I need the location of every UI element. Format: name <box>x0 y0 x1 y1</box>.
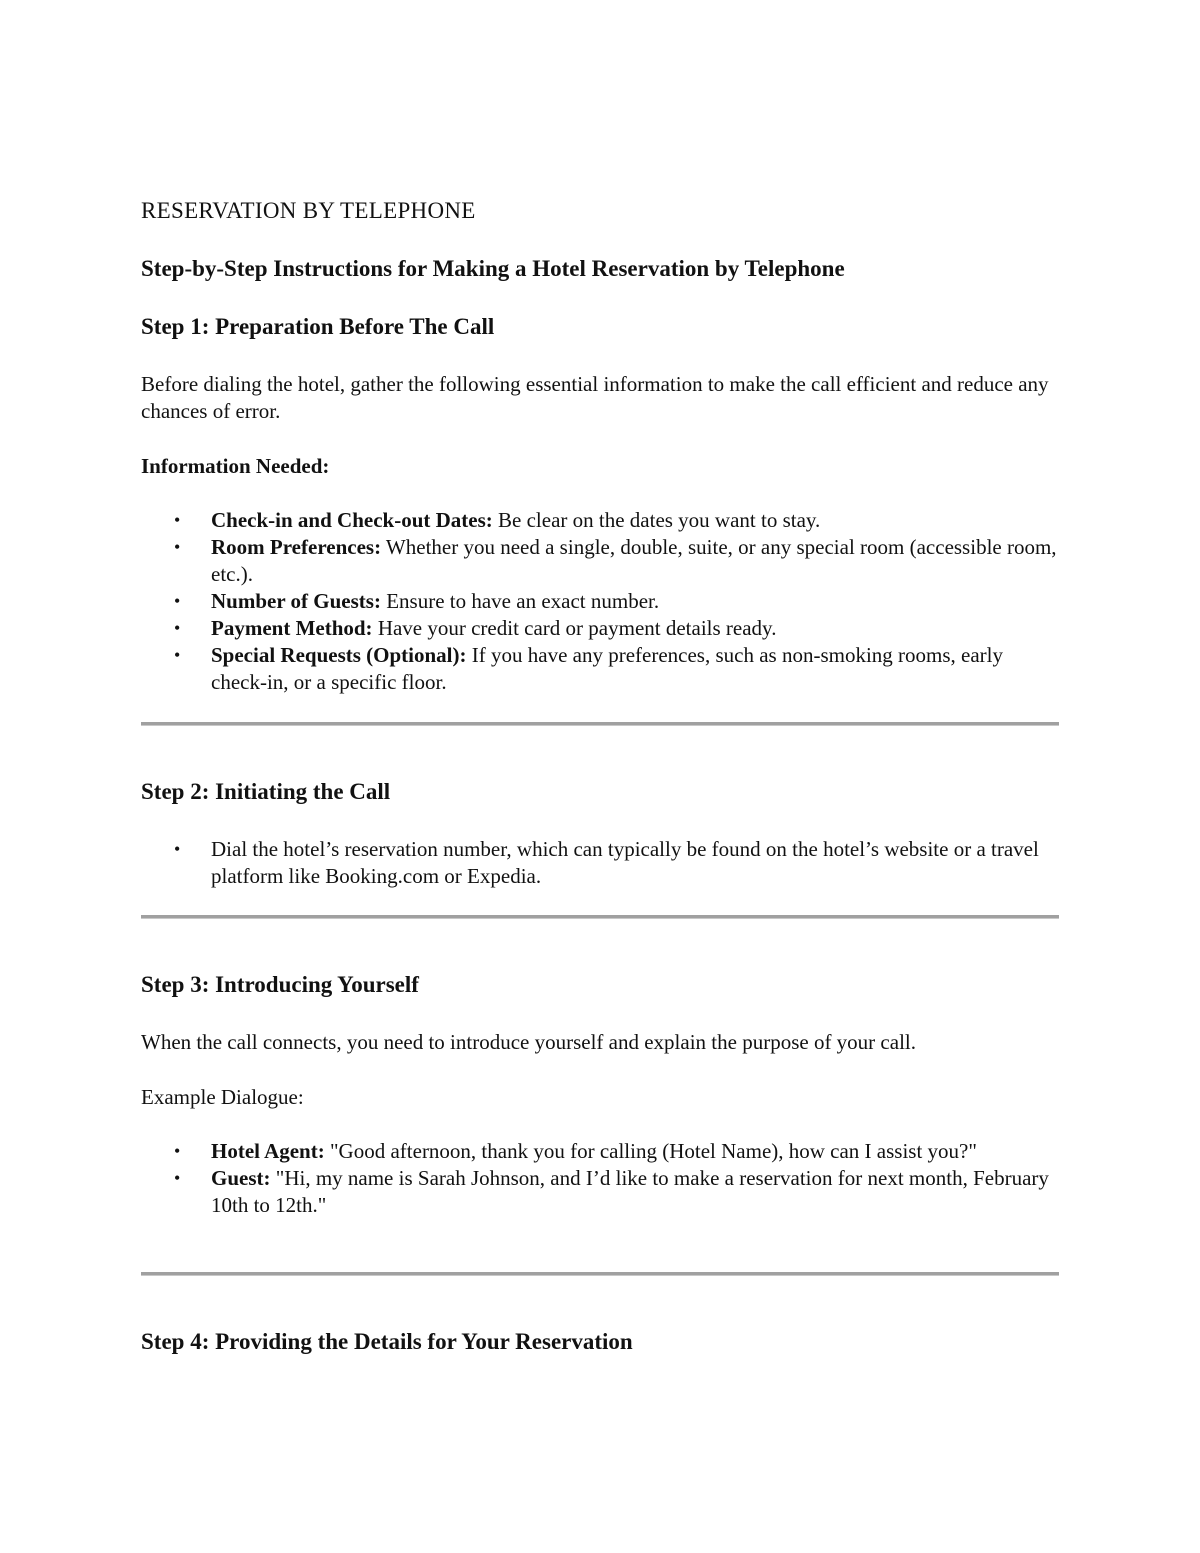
bullet-icon: • <box>174 839 181 859</box>
item-label: Check-in and Check-out Dates: <box>211 508 493 532</box>
item-text: Have your credit card or payment details ready. <box>372 616 777 640</box>
item-text: If you have any preferences, such as non-smoking rooms, early check-in, or a specific floor. <box>211 643 1004 694</box>
list-item <box>141 642 1059 696</box>
bullet-icon: • <box>174 537 181 557</box>
step3-heading: Step 3: Introducing Yourself <box>141 972 419 997</box>
list-item <box>141 588 1059 615</box>
document-heading: Step-by-Step Instructions for Making a Hotel Reservation by Telephone <box>141 256 845 281</box>
list-item <box>141 507 1059 534</box>
step1-heading: Step 1: Preparation Before The Call <box>141 314 495 339</box>
bullet-icon: • <box>174 1168 181 1188</box>
item-text: Whether you need a single, double, suite, or any special room (accessible room, etc.). <box>211 535 1057 586</box>
item-text: "Hi, my name is Sarah Johnson, and I’d like to make a reservation for next month, February 10th to 12th." <box>211 1166 1049 1217</box>
step1-info-label: Information Needed: <box>141 454 330 478</box>
bullet-icon: • <box>174 510 181 530</box>
item-label: Hotel Agent: <box>211 1139 325 1163</box>
item-text: Be clear on the dates you want to stay. <box>492 508 821 532</box>
item-label: Payment Method: <box>211 616 373 640</box>
item-label: Special Requests (Optional): <box>211 643 467 667</box>
item-label: Guest: <box>211 1166 271 1190</box>
section-divider <box>141 915 1059 919</box>
list-item <box>141 1138 1059 1165</box>
bullet-icon: • <box>174 591 181 611</box>
step1-intro: Before dialing the hotel, gather the following essential information to make the call efficient and reduce any chances of error. <box>141 372 1049 423</box>
item-label: Room Preferences: <box>211 535 382 559</box>
step3-intro: When the call connects, you need to introduce yourself and explain the purpose of your call. <box>141 1030 916 1054</box>
step1-list <box>141 507 1059 696</box>
list-item <box>141 615 1059 642</box>
bullet-icon: • <box>174 618 181 638</box>
document-title: RESERVATION BY TELEPHONE <box>141 198 476 223</box>
list-item <box>141 1165 1059 1219</box>
step2-list <box>141 836 1059 890</box>
item-label: Number of Guests: <box>211 589 381 613</box>
item-text: Ensure to have an exact number. <box>380 589 660 613</box>
list-item <box>141 836 1059 890</box>
step2-heading: Step 2: Initiating the Call <box>141 779 391 804</box>
step3-example-label: Example Dialogue: <box>141 1085 304 1109</box>
section-divider <box>141 722 1059 726</box>
list-item <box>141 534 1059 588</box>
item-text: Dial the hotel’s reservation number, which can typically be found on the hotel’s website or a travel platform like Booking.com or Expedia. <box>211 837 1039 888</box>
section-divider <box>141 1272 1059 1276</box>
step3-list <box>141 1138 1059 1219</box>
bullet-icon: • <box>174 645 181 665</box>
step4-heading: Step 4: Providing the Details for Your Reservation <box>141 1329 633 1354</box>
bullet-icon: • <box>174 1141 181 1161</box>
item-text: "Good afternoon, thank you for calling (Hotel Name), how can I assist you?" <box>324 1139 977 1163</box>
